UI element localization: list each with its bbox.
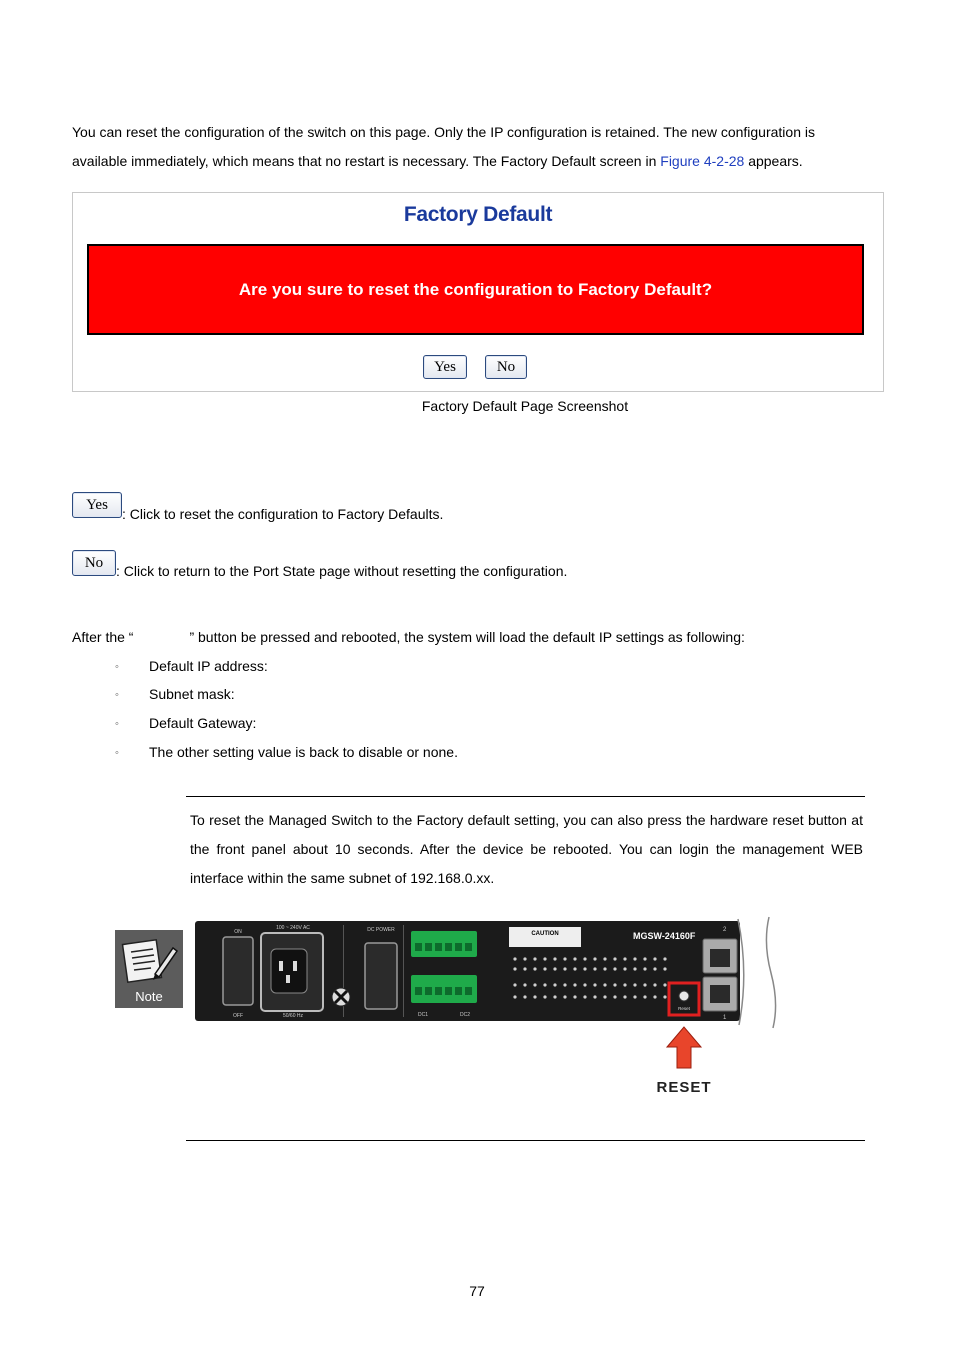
page-number: 77: [469, 1283, 485, 1299]
caution-text: CAUTION: [531, 931, 559, 937]
note-icon: [115, 930, 183, 1008]
reset-callout-label: RESET: [656, 1079, 712, 1096]
note-top-rule: [186, 796, 865, 797]
bullet-item-subnet: Subnet mask:: [149, 686, 235, 702]
figure-link[interactable]: Figure 4-2-28: [660, 153, 745, 169]
yes-button[interactable]: Yes: [423, 355, 467, 379]
ac-voltage-label: 100 ~ 240V AC: [276, 925, 310, 931]
yes-description: : Click to reset the configuration to Factory Defaults.: [122, 506, 444, 522]
power-on-label: ON: [234, 929, 242, 935]
power-switch: [223, 937, 253, 1005]
reset-warning-banner: [87, 244, 864, 335]
dc-power-label: DC POWER: [367, 927, 395, 933]
power-off-label: OFF: [233, 1013, 243, 1019]
note-bottom-rule: [186, 1140, 865, 1141]
switch-rear-panel-illustration: [193, 913, 783, 1103]
hz-label: 50/60 Hz: [282, 1013, 304, 1019]
factory-default-title: Factory Default: [403, 203, 553, 226]
port-1-label: 1: [723, 1015, 727, 1021]
after-prefix: After the “: [72, 629, 134, 645]
note-pencil-icon: [115, 930, 183, 988]
dc2-label: DC2: [459, 1012, 471, 1018]
figure-caption: Factory Default Page Screenshot: [421, 398, 629, 414]
intro-text-end: appears.: [744, 153, 803, 169]
bullet-marker: ◦: [115, 718, 119, 730]
port-2-label: 2: [723, 927, 727, 933]
after-suffix: ” button be pressed and rebooted, the system will load the default IP settings as following:: [189, 629, 745, 645]
no-legend-button[interactable]: No: [72, 550, 116, 576]
yes-legend-button[interactable]: Yes: [72, 492, 122, 518]
bullet-marker: ◦: [115, 747, 119, 759]
intro-paragraph: [72, 118, 872, 176]
after-paragraph: [72, 629, 745, 645]
bullet-item-gateway: Default Gateway:: [149, 715, 257, 731]
bullet-marker: ◦: [115, 661, 119, 673]
reset-small-label: Reset: [678, 1006, 690, 1011]
model-label: MGSW-24160F: [633, 931, 696, 941]
reset-button-icon: [679, 991, 689, 1001]
intro-text: You can reset the configuration of the switch on this page. Only the IP configuration is retained. The new configuration is available immediately, which means that no restart is necessary. The Factory Default screen in: [72, 124, 815, 169]
bullet-item-other: The other setting value is back to disable or none.: [149, 744, 458, 760]
bullet-item-ip: Default IP address:: [149, 658, 268, 674]
note-label: Note: [135, 989, 163, 1004]
no-button[interactable]: No: [485, 355, 527, 379]
note-text: To reset the Managed Switch to the Factory default setting, you can also press the hardware reset button at the front panel about 10 seconds. After the device be rebooted. You can login the management WEB interface within the same subnet of 192.168.0.xx.: [190, 812, 863, 886]
dc-power-switch: [365, 943, 397, 1009]
bullet-marker: ◦: [115, 689, 119, 701]
reset-arrow-icon: [667, 1027, 701, 1068]
dc1-label: DC1: [417, 1012, 429, 1018]
reset-warning-text: Are you sure to reset the configuration to Factory Default?: [238, 279, 713, 299]
caution-sticker: [509, 927, 581, 947]
factory-default-screenshot: [72, 192, 884, 392]
no-description: : Click to return to the Port State page without resetting the configuration.: [116, 563, 568, 579]
